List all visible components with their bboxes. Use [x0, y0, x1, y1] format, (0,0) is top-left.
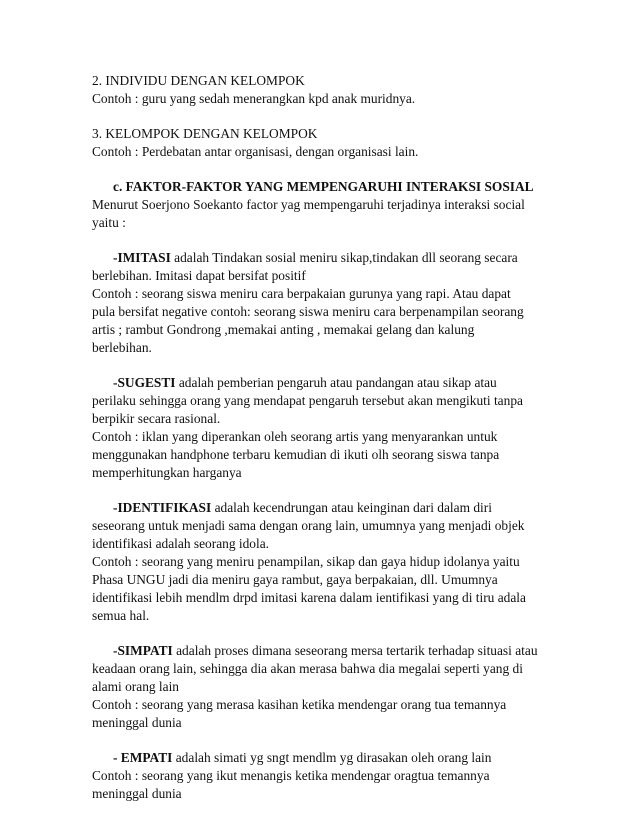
paragraph-line: artis ; rambut Gondrong ,memakai anting , memakai gelang dan kalung [92, 322, 475, 337]
paragraph-line: perilaku sehingga orang yang mendapat pengaruh tersebut akan mengikuti tanpa [92, 393, 523, 408]
section-heading: 2. INDIVIDU DENGAN KELOMPOK [92, 73, 305, 88]
term-label: -IDENTIFIKASI [113, 500, 212, 515]
paragraph-line: meninggal dunia [92, 786, 182, 801]
paragraph-line: yaitu : [92, 215, 126, 230]
paragraph-line: Contoh : seorang yang meniru penampilan, sikap dan gaya hidup idolanya yaitu [92, 554, 520, 569]
term-definition-line [92, 499, 548, 517]
paragraph-line: Contoh : iklan yang diperankan oleh seorang artis yang menyarankan untuk [92, 429, 498, 444]
section-identifikasi [92, 499, 548, 625]
paragraph-line: Contoh : seorang yang merasa kasihan ketika mendengar orang tua temannya [92, 697, 507, 712]
paragraph-line: meninggal dunia [92, 715, 182, 730]
section-heading [92, 178, 548, 196]
paragraph-line: identifikasi lebih mendlm drpd imitasi karena dalam ientifikasi yang di tiru adala [92, 590, 526, 605]
term-label: - EMPATI [113, 750, 173, 765]
term-definition: adalah pemberian pengaruh atau pandangan atau sikap atau [175, 375, 497, 390]
term-definition: adalah proses dimana seseorang mersa tertarik terhadap situasi atau [172, 643, 538, 658]
paragraph-line: semua hal. [92, 608, 150, 623]
paragraph-line: Phasa UNGU jadi dia meniru gaya rambut, gaya berpakaian, dll. Umumnya [92, 572, 498, 587]
paragraph-line: berpikir secara rasional. [92, 411, 221, 426]
heading-bold: c. FAKTOR-FAKTOR YANG MEMPENGARUHI INTERAKSI SOSIAL [113, 179, 534, 194]
paragraph-line: berlebihan. [92, 340, 152, 355]
section-imitasi [92, 249, 548, 357]
section-kelompok-kelompok [92, 125, 548, 161]
example-text: Contoh : guru yang sedah menerangkan kpd anak muridnya. [92, 91, 416, 106]
term-definition-line [92, 642, 548, 660]
paragraph-line: memperhitungkan harganya [92, 465, 242, 480]
paragraph-line: identifikasi adalah seorang idola. [92, 536, 269, 551]
term-label: -IMITASI [113, 250, 171, 265]
paragraph-line: Contoh : seorang yang ikut menangis ketika mendengar oragtua temannya [92, 768, 490, 783]
section-simpati [92, 642, 548, 732]
section-heading: 3. KELOMPOK DENGAN KELOMPOK [92, 126, 318, 141]
paragraph-line: berlebihan. Imitasi dapat bersifat positif [92, 268, 306, 283]
section-empati [92, 749, 548, 803]
term-definition: adalah simati yg sngt mendlm yg dirasakan oleh orang lain [172, 750, 492, 765]
paragraph-line: Contoh : seorang siswa meniru cara berpakaian gurunya yang rapi. Atau dapat [92, 286, 511, 301]
section-faktor-interaksi [92, 178, 548, 232]
paragraph-line: seseorang untuk menjadi sama dengan orang lain, umumnya yang menjadi objek [92, 518, 525, 533]
term-definition-line [92, 374, 548, 392]
paragraph-line: Menurut Soerjono Soekanto factor yag mempengaruhi terjadinya interaksi social [92, 197, 525, 212]
term-label: -SIMPATI [113, 643, 173, 658]
term-definition-line [92, 249, 548, 267]
paragraph-line: menggunakan handphone terbaru kemudian di ikuti olh seorang siswa tanpa [92, 447, 500, 462]
term-label: -SUGESTI [113, 375, 176, 390]
example-text: Contoh : Perdebatan antar organisasi, dengan organisasi lain. [92, 144, 419, 159]
section-individu-kelompok [92, 72, 548, 108]
paragraph-line: keadaan orang lain, sehingga dia akan merasa bahwa dia megalai seperti yang di [92, 661, 523, 676]
term-definition: adalah kecendrungan atau keinginan dari dalam diri [211, 500, 492, 515]
section-sugesti [92, 374, 548, 482]
term-definition-line [92, 749, 548, 767]
term-definition: adalah Tindakan sosial meniru sikap,tindakan dll seorang secara [170, 250, 518, 265]
paragraph-line: pula bersifat negative contoh: seorang siswa meniru cara berpenampilan seorang [92, 304, 524, 319]
paragraph-line: alami orang lain [92, 679, 180, 694]
